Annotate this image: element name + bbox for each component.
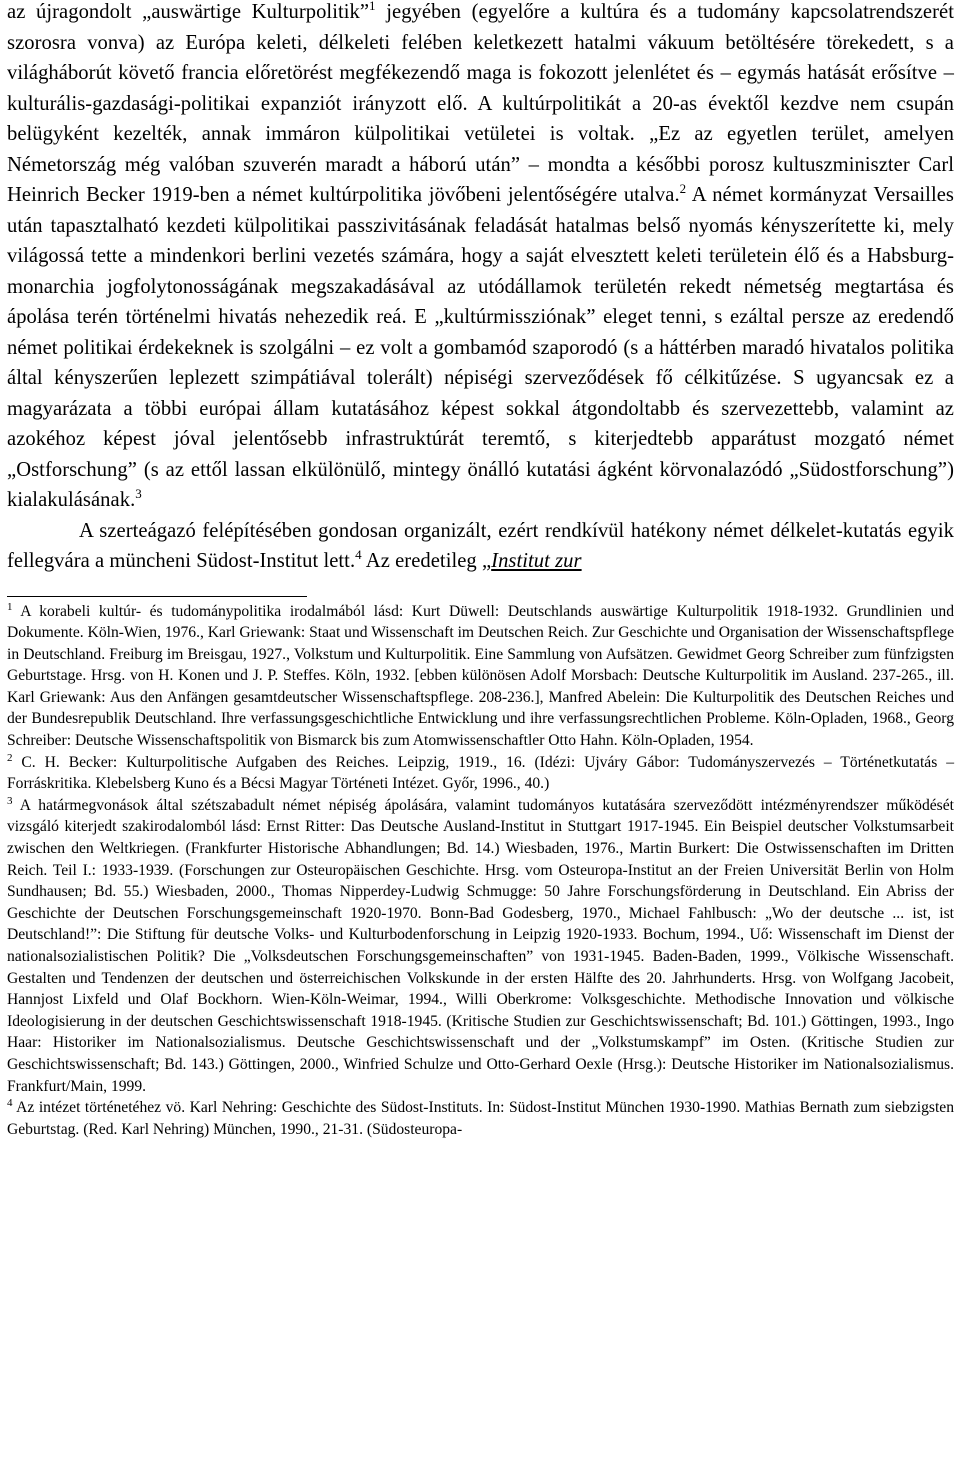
footnote-ref-1[interactable]: 1 [369,0,376,13]
body-paragraph-2 [7,516,954,577]
body-text-segment: A német kormányzat Versailles után tapasztalható kezdeti külpolitikai passzivitásának feladását hatalmas belső nyomás kényszerítette ki, mely világossá tette a mindenkori berlini vezetés számára, hogy a saját elvesztett keleti területein élő és a Habsburg-monarchia jogfolytonosságának megszakadásával az utódállamok területén rekedt németség megtartása és ápolása terén történelmi hivatás nehezedik reá. E „kultúrmissziónak” eleget tenni, s ezáltal persze az eredendő német politikai érdekeknek is szolgálni – ez volt a gombamód szaporodó (s a háttérben maradó hivatalos politika által kényszerűen leplezett szimpátiával tolerált) népiségi szerveződések fő célkitűzése. S ugyancsak ez a magyarázata a többi európai állam kutatásához képest sokkal átgondoltabb és szervezettebb, valamint az azokéhoz képest jóval jelentősebb infrastruktúrát teremtő, s kiterjedtebb apparátust mozgató német „Ostforschung” (s az ettől lassan elkülönülő, mintegy önálló kutatási ágként körvonalazódó „Südostforschung”) kialakulásának. [7,184,954,511]
body-text-segment: A szerteágazó felépítésében gondosan organizált, ezért rendkívül hatékony német délkelet-kutatás egyik fellegvára a müncheni Südost-Institut lett. [7,519,954,572]
footnote-separator [7,596,307,597]
body-text-segment: jegyében (egyelőre a kultúra és a tudomány kapcsolatrendszerét szorosra vonva) az Európa keleti, délkeleti felében keletkezett hatalmi vákuum betöltésére törekedett, s a világháborút követő francia előretörést megfékezendő maga is fokozott jelenlétet és – egymás hatását erősítve – kulturális-gazdasági-politikai expanziót irányzott elő. A kultúrpolitikát a 20-as évektől kezdve nem csupán belügyként kezelték, annak immáron külpolitikai vetületei is voltak. „Ez az egyetlen terület, amelyen Németország még valóban szuverén maradt a háború után” – mondta a későbbi porosz kultuszminiszter Carl Heinrich Becker 1919-ben a német kultúrpolitika jövőbeni jelentőségére utalva. [7,1,954,206]
footnote-ref-4[interactable]: 4 [355,547,362,562]
footnote-text: A korabeli kultúr- és tudománypolitika irodalmából lásd: Kurt Düwell: Deutschlands auswärtige Kulturpolitik 1918-1932. Grundlinien und Dokumente. Köln-Wien, 1976., Karl Griewank: Staat und Wissenschaft im Deutschen Reich. Zur Geschichte und Organisation der Wissenschaftspflege in Deutschland. Freiburg im Breisgau, 1927., Volkstum und Kulturpolitik. Eine Sammlung von Aufsätzen. Gewidmet Georg Schreiber zum fünfzigsten Geburtstage. Hrsg. von H. Konen und J. P. Steffes. Köln, 1932. [ebben különösen Adolf Morsbach: Deutsche Kulturpolitik im Ausland. 237-265., ill. Karl Griewank: Aus den Anfängen gesamtdeutscher Wissenschaftspflege. 208-236.], Manfred Abelein: Die Kulturpolitik des Deutschen Reiches und der Bundesrepublik Deutschland. Ihre verfassungsgeschichtliche Entwicklung und ihre verfassungsrechtlichen Probleme. Köln-Opladen, 1968., Georg Schreiber: Deutsche Wissenschaftspolitik von Bismarck bis zum Atomwissenschaftler Otto Hahn. Köln-Opladen, 1954. [7,602,954,750]
footnote-number: 3 [7,794,13,807]
italic-title-fragment: Institut zur [491,550,582,572]
footnote-ref-2[interactable]: 2 [679,181,687,196]
footnote-text: C. H. Becker: Kulturpolitische Aufgaben des Reiches. Leipzig, 1919., 16. (Idézi: Ujváry Gábor: Tudományszervezés – Történetkutatás – Forráskritika. Klebelsberg Kuno és a Bécsi Magyar Történeti Intézet. Győr, 1996., 40.) [7,753,954,793]
body-text-segment: Az eredetileg „ [361,550,492,572]
footnote-4 [7,1097,954,1140]
footnote-number: 2 [7,751,13,764]
footnote-number: 4 [7,1097,13,1110]
footnote-text: A határmegvonások által szétszabadult német népiség ápolására, valamint tudományos kutatására szerveződött intézményrendszer működését vizsgáló kiterjedt szakirodalomból lásd: Ernst Ritter: Das Deutsche Ausland-Institut in Stuttgart 1917-1945. Ein Beispiel deutscher Volkstumsarbeit zwischen den Weltkriegen. (Frankfurter Historische Abhandlungen; Bd. 14.) Wiesbaden, 1976., Martin Burkert: Die Ostwissenschaften im Dritten Reich. Teil I.: 1933-1939. (Forschungen zur Osteuropäischen Geschichte. Hrsg. vom Osteuropa-Institut an der Freien Universität Berlin von Holm Sundhausen; Bd. 55.) Wiesbaden, 2000., Thomas Nipperdey-Ludwig Schmugge: 50 Jahre Forschungsförderung in Deutschland. Ein Abriss der Geschichte der Deutschen Forschungsgemeinschaft 1920-1970. Bonn-Bad Godesberg, 1970., Michael Fahlbusch: „Wo der deutsche ... ist, ist Deutschland!”: Die Stiftung für deutsche Volks- und Kulturbodenforschung in Leipzig 1920-1933. Bochum, 1994., Uő: Wissenschaft im Dienst der nationalsozialistischen Politik? Die „Volksdeutschen Forschungsgemeinschaften” von 1931-1945. Baden-Baden, 1999., Völkische Wissenschaft. Gestalten und Tendenzen der deutschen und österreichischen Volkskunde in der ersten Hälfte des 20. Jahrhunderts. Hrsg. von Wolfgang Jacobeit, Hannjost Lixfeld und Olaf Bockhorn. Wien-Köln-Weimar, 1994., Willi Oberkrome: Volksgeschichte. Methodische Innovation und völkische Ideologisierung in der deutschen Geschichtswissenschaft 1918-1945. (Kritische Studien zur Geschichtswissenschaft; Bd. 101.) Göttingen, 1993., Ingo Haar: Historiker im Nationalsozialismus. Deutsche Geschichtswissenschaft und der „Volkstumskampf” im Osten. (Kritische Studien zur Geschichtswissenschaft; Bd. 143.) Göttingen, 2000., Winfried Schulze und Otto-Gerhard Oexle (Hrsg.): Deutsche Historiker im Nationalsozialismus. Frankfurt/Main, 1999. [7,796,954,1095]
footnote-text: Az intézet történetéhez vö. Karl Nehring: Geschichte des Südost-Instituts. In: Südost-Institut München 1930-1990. Mathias Bernath zum siebzigsten Geburtstag. (Red. Karl Nehring) München, 1990., 21-31. (Südosteuropa- [7,1099,954,1138]
footnote-1 [7,601,954,752]
footnote-3 [7,795,954,1097]
footnote-number: 1 [7,600,13,613]
footnote-2 [7,752,954,795]
footnote-ref-3[interactable]: 3 [135,486,142,501]
body-paragraph-1 [7,0,954,516]
body-text-segment: az újragondolt „auswärtige Kulturpolitik” [7,1,370,23]
